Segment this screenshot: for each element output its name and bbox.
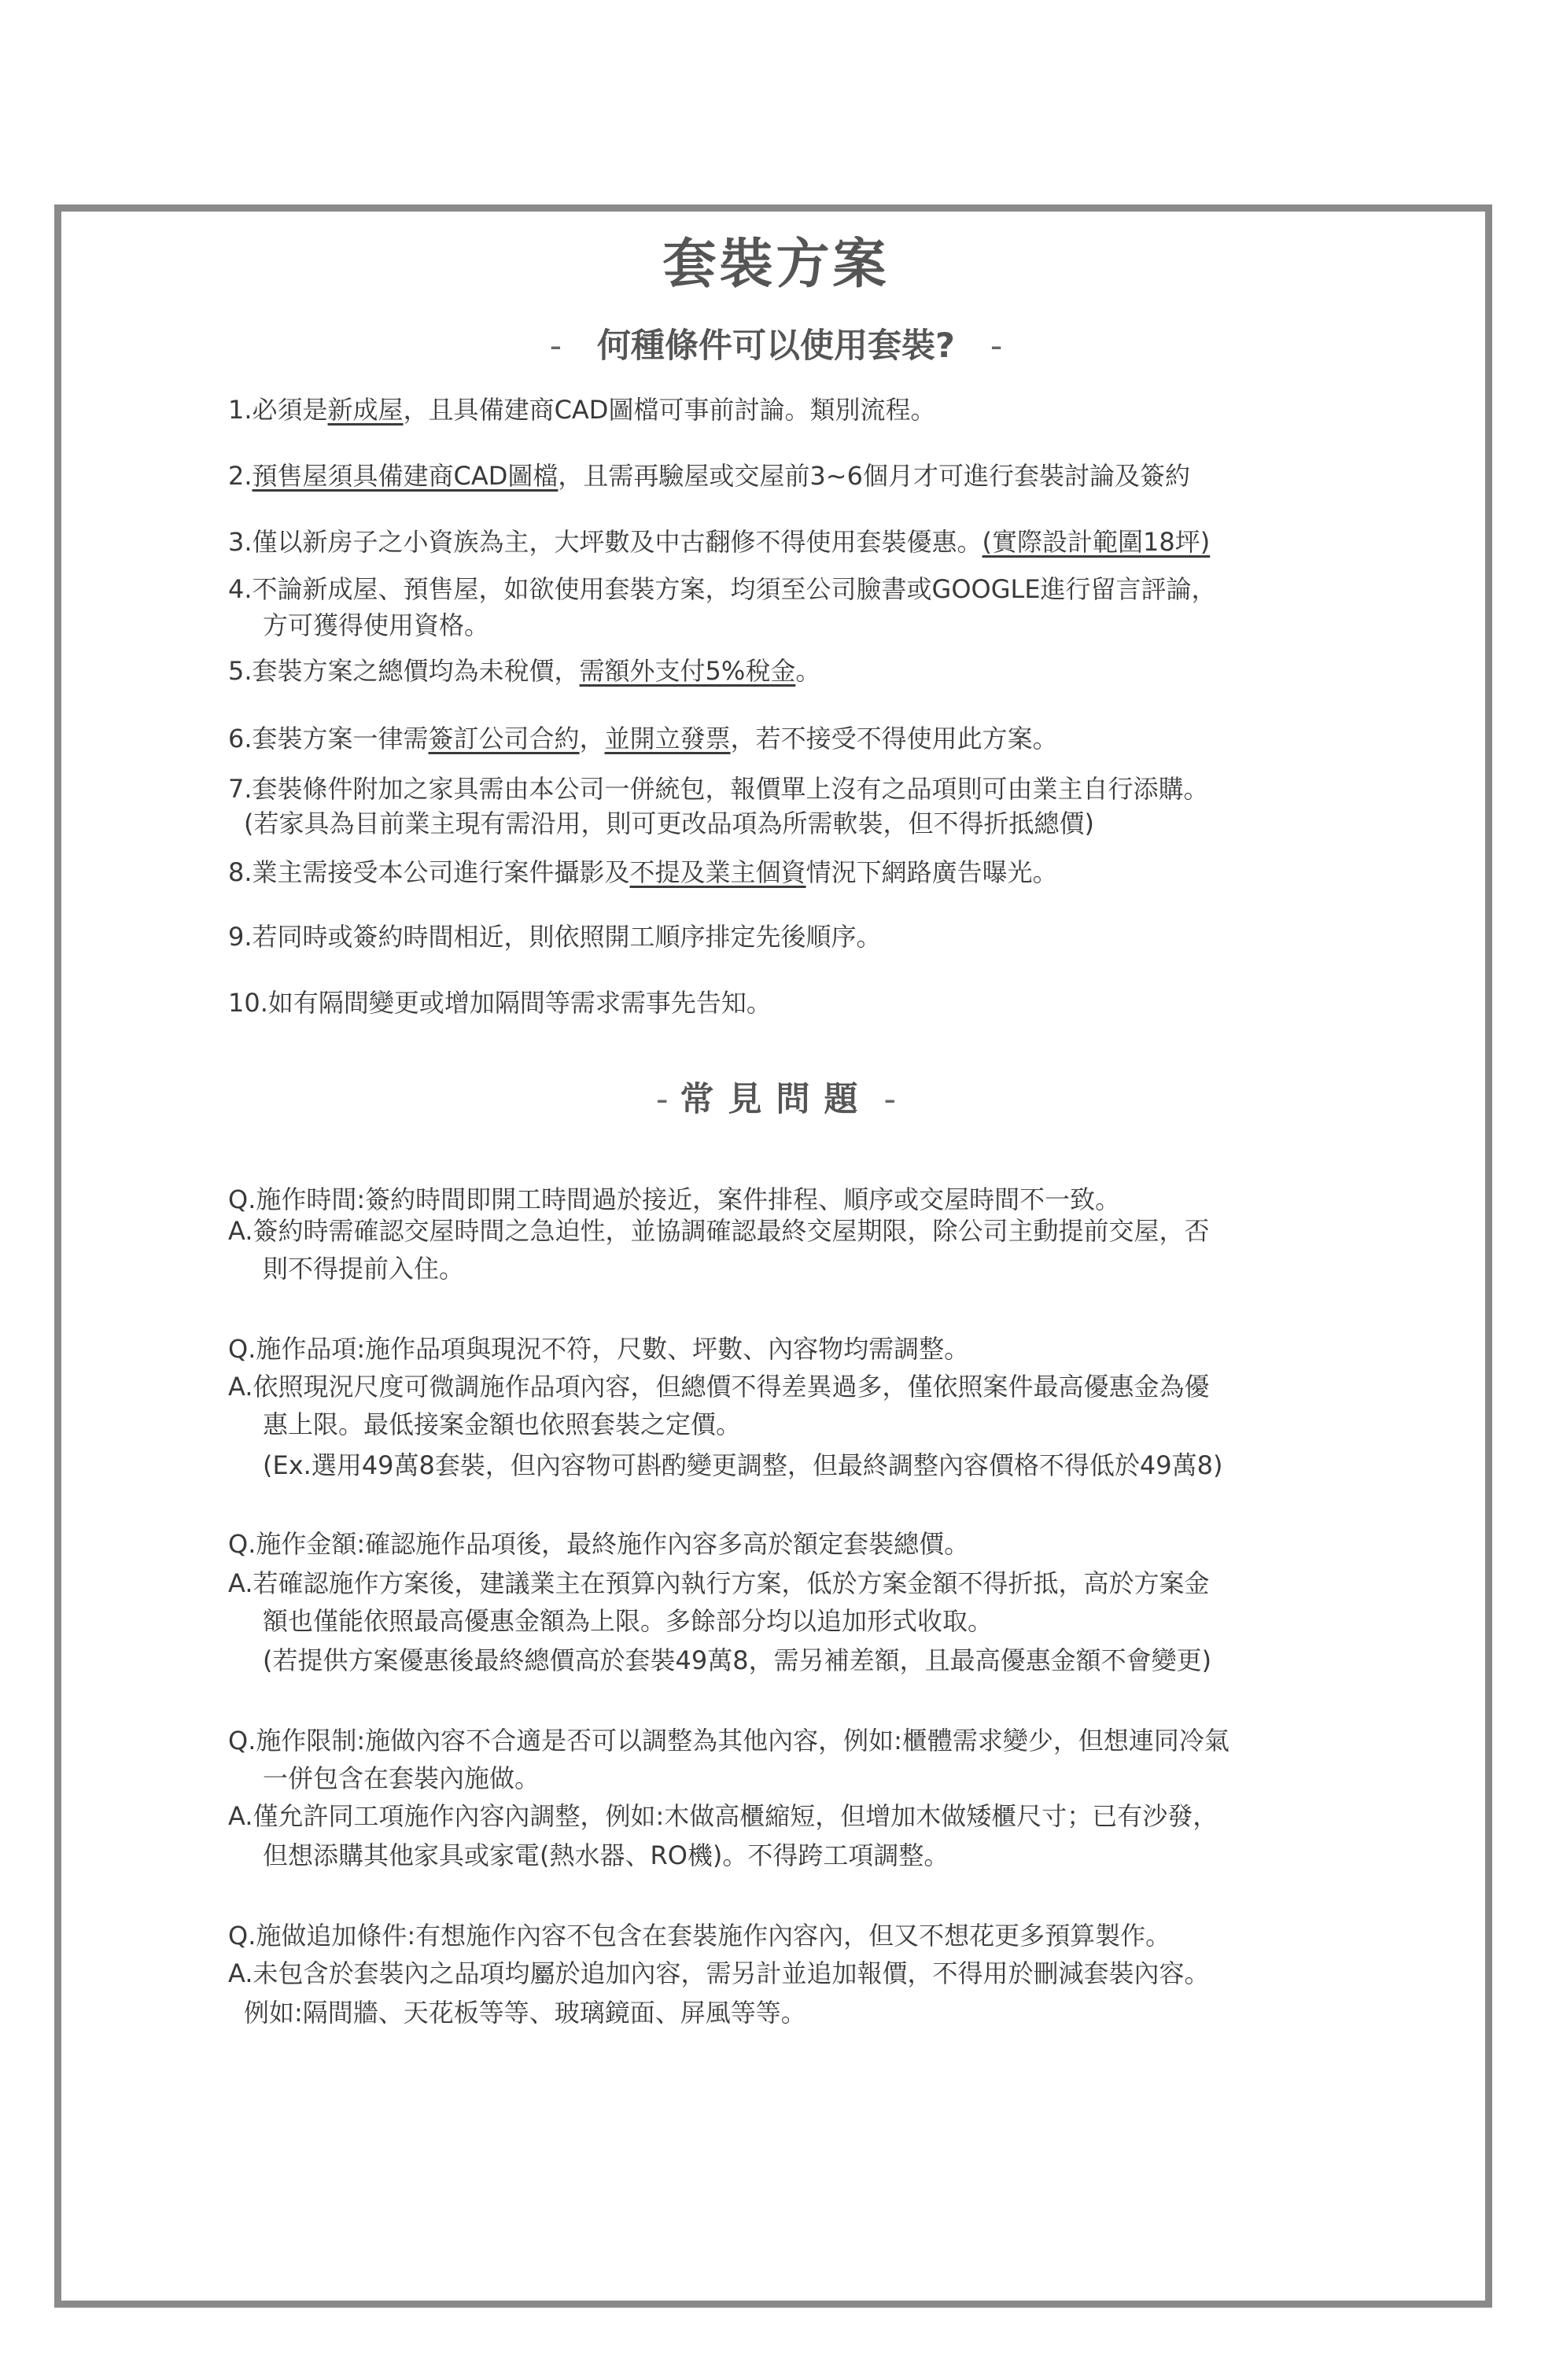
condition-text: 情況下網路廣告曝光。 [805,857,1058,887]
condition-underlined: 簽訂公司合約 [428,724,580,753]
condition-text: ， [579,724,605,753]
faq-question: Q.施做追加條件:有想施作內容不包含在套裝施作內容內，但又不想花更多預算製作。 [228,1921,1171,1951]
faq-answer: A.依照現況尺度可微調施作品項內容，但總價不得差異過多，僅依照案件最高優惠金為優 [228,1372,1210,1402]
condition-3 [228,522,1210,562]
faq-question: Q.施作金額:確認施作品項後，最終施作內容多高於額定套裝總價。 [228,1529,970,1559]
condition-underlined: 新成屋 [327,395,404,425]
condition-10: 10.如有隔間變更或增加隔間等需求需事先告知。 [228,988,772,1018]
condition-text: ，且需再驗屋或交屋前3~6個月才可進行套裝討論及簽約 [558,461,1190,491]
condition-text: 8.業主需接受本公司進行案件攝影及 [228,857,630,887]
faq-answer-cont: (Ex.選用49萬8套裝，但內容物可斟酌變更調整，但最終調整內容價格不得低於49萬8) [263,1450,1223,1480]
faq-answer: A.未包含於套裝內之品項均屬於追加內容，需另計並追加報價，不得用於刪減套裝內容。 [228,1958,1210,1988]
faq-answer: A.簽約時需確認交屋時間之急迫性，並協調確認最終交屋期限，除公司主動提前交屋，否 [228,1216,1210,1246]
faq-answer-cont: 額也僅能依照最高優惠金額為上限。多餘部分均以追加形式收取。 [263,1606,994,1636]
condition-7: 7.套裝條件附加之家具需由本公司一併統包，報價單上沒有之品項則可由業主自行添購。 [228,774,1209,804]
condition-text: ，若不接受不得使用此方案。 [730,724,1058,753]
faq-question: Q.施作時間:簽約時間即開工時間過於接近，案件排程、順序或交屋時間不一致。 [228,1184,1121,1214]
faq-heading [0,1076,1552,1123]
condition-text: 。 [795,656,821,686]
faq-answer: A.僅允許同工項施作內容內調整，例如:木做高櫃縮短，但增加木做矮櫃尺寸；已有沙發， [228,1801,1218,1831]
condition-4: 4.不論新成屋、預售屋，如欲使用套裝方案，均須至公司臉書或GOOGLE進行留言評論， [228,574,1217,604]
faq-answer-cont: 但想添購其他家具或家電(熱水器、RO機)。不得跨工項調整。 [263,1840,949,1870]
faq-answer-cont: (若提供方案優惠後最終總價高於套裝49萬8，需另補差額，且最高優惠金額不會變更) [263,1645,1212,1675]
faq-answer-cont: 則不得提前入住。 [263,1254,465,1284]
condition-underlined: 需額外支付5%稅金 [579,656,796,686]
condition-underlined: 並開立發票 [604,724,731,753]
faq-answer: A.若確認施作方案後，建議業主在預算內執行方案，低於方案金額不得折抵，高於方案金 [228,1568,1210,1598]
heading-dash: - [883,1080,897,1119]
conditions-heading-text: 何種條件可以使用套裝? [597,326,955,366]
heading-dash: - [549,326,562,366]
heading-dash: - [990,326,1003,366]
faq-answer-cont: 例如:隔間牆、天花板等等、玻璃鏡面、屏風等等。 [244,1998,806,2028]
condition-text: ，且具備建商CAD圖檔可事前討論。類別流程。 [403,395,936,425]
conditions-heading [0,322,1552,370]
condition-text: 3.僅以新房子之小資族為主，大坪數及中古翻修不得使用套裝優惠。 [228,527,982,557]
condition-text: 1.必須是 [228,395,328,425]
condition-8 [228,853,1058,892]
faq-question: Q.施作品項:施作品項與現況不符，尺數、坪數、內容物均需調整。 [228,1334,970,1364]
condition-2 [228,456,1190,496]
condition-7-cont: (若家具為目前業主現有需沿用，則可更改品項為所需軟裝，但不得折抵總價) [244,809,1094,838]
faq-question: Q.施作限制:施做內容不合適是否可以調整為其他內容，例如:櫃體需求變少，但想連同冷氣 [228,1726,1229,1756]
faq-question-cont: 一併包含在套裝內施做。 [263,1763,540,1793]
condition-underlined: 不提及業主個資 [629,857,806,887]
condition-text: 2. [228,461,253,491]
heading-dash: - [655,1080,669,1119]
condition-text: 6.套裝方案一律需 [228,724,429,753]
faq-heading-text: 常見問題 [680,1080,872,1119]
condition-underlined: (實際設計範圍18坪) [982,527,1211,557]
page-title: 套裝方案 [662,234,890,296]
condition-5 [228,651,820,691]
condition-6 [228,719,1058,758]
condition-underlined: 預售屋須具備建商CAD圖檔 [252,461,558,491]
condition-1 [228,390,935,429]
condition-4-cont: 方可獲得使用資格。 [263,610,490,640]
condition-text: 5.套裝方案之總價均為未稅價， [228,656,580,686]
faq-answer-cont: 惠上限。最低接案金額也依照套裝之定價。 [263,1409,742,1439]
condition-9: 9.若同時或簽約時間相近，則依照開工順序排定先後順序。 [228,922,882,952]
